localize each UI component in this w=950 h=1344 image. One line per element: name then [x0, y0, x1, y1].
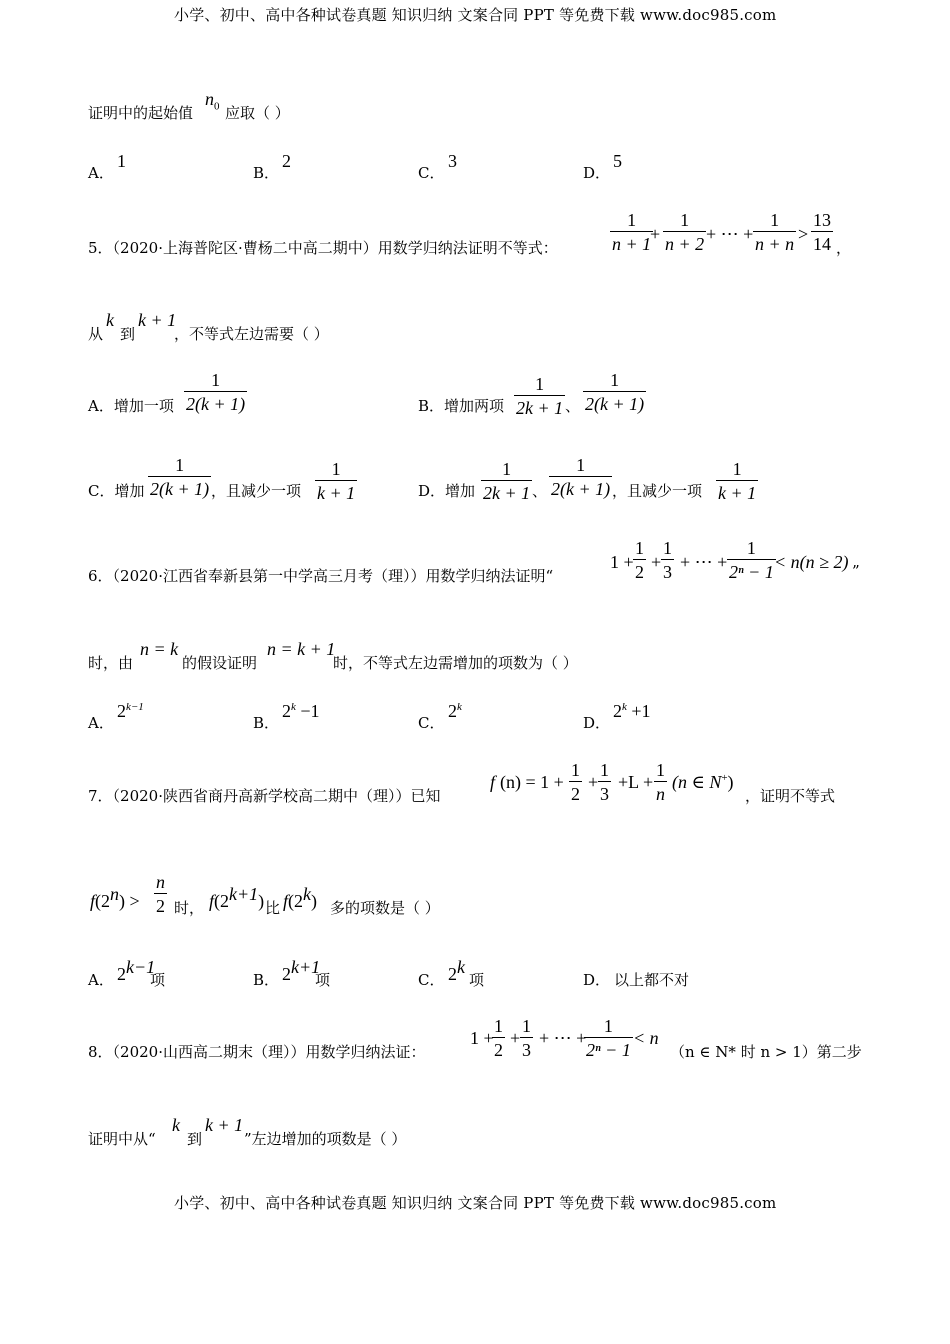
q7-option-b-suffix: 项 [315, 971, 331, 989]
q7-option-d-suffix: 以上都不对 [614, 971, 690, 989]
q5-gt: > [798, 224, 809, 244]
q8-plus: + [510, 1028, 521, 1048]
q7-option-a-label: A． [88, 971, 114, 989]
q5-option-b-label: B．增加两项 [418, 397, 505, 415]
q8-frac-1: $\frac{1}{2}$ [494, 1016, 503, 1060]
q6-frac-3: $\frac{1}{\text{2ⁿ − 1}}$ [729, 538, 774, 582]
q8-tail: < n [633, 1028, 659, 1048]
q7-f: f [490, 772, 496, 792]
q5-option-d-sep: 、 [532, 482, 548, 500]
q4-option-c-label: C． [418, 164, 445, 182]
q7-frac-3: $\frac{1}{n}$ [656, 760, 665, 804]
q7-line2-b: 比 [265, 899, 281, 917]
q6-frac-1: $\frac{1}{2}$ [635, 538, 644, 582]
q8-k1: k + 1 [205, 1115, 244, 1135]
q6-option-a-value: $2^{k-1}$ [117, 701, 144, 721]
q8-line2-b: 到 [187, 1130, 203, 1148]
q5-frac-1: $\frac{1}{n + 1}$ [612, 210, 652, 254]
q5-option-d-mid: ，且减少一项 [612, 482, 703, 500]
q4-var: $n_0$ [205, 89, 220, 113]
q6-dots: + ⋯ + [680, 552, 728, 572]
q7-option-c-label: C． [418, 971, 445, 989]
page-header: 小学、初中、高中各种试卷真题 知识归纳 文案合同 PPT 等免费下载 www.doc985.com [174, 6, 777, 24]
q6-option-b-label: B． [253, 714, 280, 732]
q6-option-d-label: D． [583, 714, 611, 732]
q5-option-a-frac: $\frac{1}{2(k + 1)}$ [186, 370, 246, 414]
q4-option-d-label: D． [583, 164, 611, 182]
q7-stem: 7．（2020·陕西省商丹高新学校高二期中（理））已知 [88, 787, 441, 805]
q7-option-c-value: 2$^k$ [448, 957, 465, 984]
q7-line2-frac: $\frac{n}{2}$ [156, 872, 165, 916]
q6-close-quote: ” [852, 562, 860, 580]
q7-frac-1: $\frac{1}{2}$ [571, 760, 580, 804]
q7-line2-f2: $f(2^{k+1})$ [209, 884, 265, 911]
q6-nk: n = k [140, 639, 179, 659]
q5-dots: + ⋯ + [706, 224, 754, 244]
q5-option-c-mid: ，且减少一项 [211, 482, 302, 500]
q7-after: ，证明不等式 [745, 787, 836, 805]
q5-line2-b: 到 [120, 325, 136, 343]
q6-line2-a: 时，由 [88, 654, 134, 672]
q7-dots: +L + [618, 772, 654, 792]
q5-line2-a: 从 [88, 325, 104, 343]
q7-option-a-suffix: 项 [150, 971, 166, 989]
q5-option-b-frac-1: $\frac{1}{2k + 1}$ [516, 374, 564, 418]
q7-option-b-value: $2^{k+1}$ [282, 957, 321, 984]
q8-frac-3: $\frac{1}{\text{2ⁿ − 1}}$ [586, 1016, 631, 1060]
q7-frac-2: $\frac{1}{3}$ [600, 760, 609, 804]
q4-option-c-value: 3 [448, 151, 457, 171]
q8-stem: 8．（2020·山西高二期末（理））用数学归纳法证： [88, 1043, 426, 1061]
q7-eq-lead: (n) = 1 + [500, 772, 564, 792]
q7-plus: + [588, 772, 599, 792]
q6-option-c-label: C． [418, 714, 445, 732]
q5-option-d-label: D．增加 [418, 482, 476, 500]
q4-option-d-value: 5 [613, 151, 622, 171]
q7-line2-lhs: $f(2^n)$ > [90, 884, 140, 911]
q5-option-d-frac-1: $\frac{1}{2k + 1}$ [483, 459, 531, 503]
q6-stem: 6．（2020·江西省奉新县第一中学高三月考（理））用数学归纳法证明“ [88, 567, 554, 585]
q5-option-c-label: C．增加 [88, 482, 145, 500]
q6-plus: + [651, 552, 662, 572]
q7-line2-c: 多的项数是（ ） [330, 899, 440, 917]
q4-option-b-label: B． [253, 164, 280, 182]
q6-nk1: n = k + 1 [267, 639, 336, 659]
q7-option-b-label: B． [253, 971, 280, 989]
q5-frac-2: $\frac{1}{n + 2}$ [665, 210, 705, 254]
q5-line2-c: ，不等式左边需要（ ） [174, 325, 329, 343]
q8-lead: 1 + [470, 1028, 494, 1048]
q6-option-a-label: A． [88, 714, 114, 732]
q6-option-d-value: $2^k +1$ [613, 701, 651, 721]
q5-stem: 5．（2020·上海普陀区·曹杨二中高二期中）用数学归纳法证明不等式： [88, 239, 558, 257]
q4-stem-after: 应取（ ） [225, 104, 290, 122]
q5-option-d-frac-3: $\frac{1}{k + 1}$ [718, 459, 757, 503]
q6-frac-2: $\frac{1}{3}$ [663, 538, 672, 582]
q6-lead: 1 + [610, 552, 634, 572]
q6-tail: < n(n ≥ 2) [774, 552, 849, 572]
q5-option-b-frac-2: $\frac{1}{2(k + 1)}$ [585, 370, 645, 414]
q6-line2-b: 的假设证明 [182, 654, 258, 672]
q7-option-c-suffix: 项 [469, 971, 485, 989]
q8-condition: （n ∈ N* 时 n > 1）第二步 [670, 1043, 862, 1061]
q7-line2-f3: f(2$^k$) [283, 884, 318, 911]
q5-comma: ， [836, 239, 852, 257]
q6-option-b-value: $2^k -1$ [282, 701, 320, 721]
q4-option-a-value: 1 [117, 151, 126, 171]
page-footer: 小学、初中、高中各种试卷真题 知识归纳 文案合同 PPT 等免费下载 www.doc985.com [174, 1194, 777, 1212]
q7-condition: (n ∈ N+) [672, 772, 734, 792]
q8-line2-c: ”左边增加的项数是（ ） [244, 1130, 407, 1148]
q5-k1: k + 1 [138, 310, 177, 330]
q7-line2-a: 时， [174, 899, 205, 917]
q4-option-b-value: 2 [282, 151, 291, 171]
q5-option-c-frac-1: $\frac{1}{2(k + 1)}$ [150, 455, 210, 499]
q6-option-c-value: 2$^k$ [448, 701, 462, 721]
q7-option-a-value: $2^{k-1}$ [117, 957, 156, 984]
q8-frac-2: $\frac{1}{3}$ [522, 1016, 531, 1060]
q8-k: k [172, 1115, 180, 1135]
q5-option-a-label: A．增加一项 [88, 397, 174, 415]
q5-option-d-frac-2: $\frac{1}{2(k + 1)}$ [551, 455, 611, 499]
q5-option-b-sep: 、 [565, 397, 581, 415]
q5-option-c-frac-2: $\frac{1}{k + 1}$ [317, 459, 356, 503]
q8-line2-a: 证明中从“ [88, 1130, 156, 1148]
q4-stem: 证明中的起始值 [88, 104, 194, 122]
q5-plus: + [650, 224, 661, 244]
q8-dots: + ⋯ + [539, 1028, 587, 1048]
q5-frac-3: $\frac{1}{n + n}$ [755, 210, 795, 254]
q5-k: k [106, 310, 114, 330]
q4-option-a-label: A． [88, 164, 114, 182]
q6-line2-c: 时，不等式左边需增加的项数为（ ） [333, 654, 578, 672]
q7-option-d-label: D． [583, 971, 611, 989]
q5-frac-rhs: $\frac{13}{14}$ [813, 210, 831, 254]
